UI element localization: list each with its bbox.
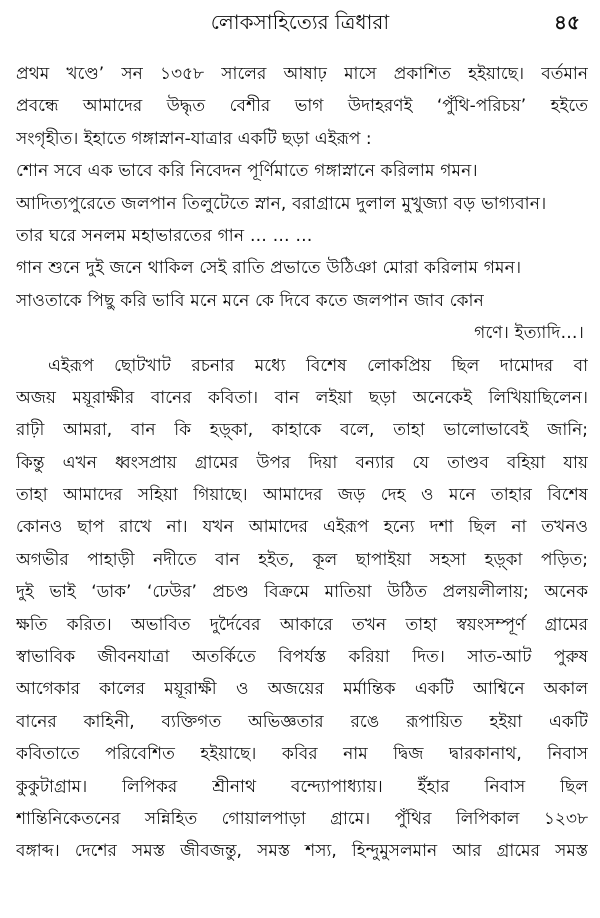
text-line: স্বাভাবিক জীবনযাত্রা অতর্কিতে বিপর্যস্ত করিয়া দিত। সাত-আট পুরুষ: [16, 647, 588, 668]
verse-line: গণে। ইত্যাদি…।: [474, 323, 584, 344]
text-line: তাহা আমাদের সহিয়া গিয়াছে। আমাদের জড় দেহ ও মনে তাহার বিশেষ: [16, 485, 588, 506]
running-header: [0, 6, 600, 40]
text-line: এইরূপ ছোটখাট রচনার মধ্যে বিশেষ লোকপ্রিয় ছিল দামোদর বা: [48, 355, 588, 376]
text-line: দুই ভাই ‘ডাক’ ‘ঢেউর’ প্রচণ্ড বিক্রমে মাতিয়া উঠিত প্রলয়লীলায়; অনেক: [16, 582, 588, 603]
text-line: সংগৃহীত। ইহাতে গঙ্গাস্নান-যাত্রার একটি ছড়া এইরূপ :: [16, 128, 372, 149]
text-line: রাঢ়ী আমরা, বান কি হড়্কা, কাহাকে বলে, তাহা ভালোভাবেই জানি;: [16, 420, 588, 441]
verse-line: তার ঘরে সনলম মহাভারতের গান … … …: [16, 225, 313, 246]
running-title: লোকসাহিত্যের ত্রিধারা: [210, 10, 390, 34]
text-line: প্রথম খণ্ডে’ সন ১৩৫৮ সালের আষাঢ় মাসে প্রকাশিত হইয়াছে। বর্তমান: [16, 64, 588, 84]
text-line: অগভীর পাহাড়ী নদীতে বান হইত, কূল ছাপাইয়া সহসা হড়্কা পড়িত;: [16, 549, 588, 570]
verse-line: গান শুনে দুই জনে থাকিল সেই রাতি প্রভাতে উঠিঞা মোরা করিলাম গমন।: [16, 258, 522, 279]
text-line: কোনও ছাপ রাখে না। যখন আমাদের এইরূপ হন্যে দশা ছিল না তখনও: [16, 517, 588, 538]
text-line: আগেকার কালের ময়ূরাক্ষী ও অজয়ের মর্মান্তিক একটি আশ্বিনে অকাল: [16, 679, 588, 700]
page-number: ৪৫: [554, 10, 580, 34]
text-line: ক্ষতি করিত। অভাবিত দুর্দৈবের আকারে তখন তাহা স্বয়ংসম্পূর্ণ গ্রামের: [16, 614, 588, 635]
body-text: [16, 58, 588, 868]
text-line: কুকুটাগ্রাম। লিপিকর শ্রীনাথ বন্দ্যোপাধ্যায়। ইঁহার নিবাস ছিল: [16, 776, 588, 797]
text-line: বানের কাহিনী, ব্যক্তিগত অভিজ্ঞতার রঙে রূপায়িত হইয়া একটি: [16, 711, 588, 732]
text-line: কিন্তু এখন ধ্বংসপ্রায় গ্রামের উপর দিয়া বন্যার যে তাণ্ডব বহিয়া যায়: [16, 452, 588, 473]
text-line: বঙ্গাব্দ। দেশের সমস্ত জীবজন্তু, সমস্ত শস্য, হিন্দুমুসলমান আর গ্রামের সমস্ত: [16, 841, 588, 862]
text-line: প্রবন্ধে আমাদের উদ্ধৃত বেশীর ভাগ উদাহরণই ‘পুঁথি-পরিচয়’ হইতে: [16, 96, 588, 117]
text-line: কবিতাতে পরিবেশিত হইয়াছে। কবির নাম দ্বিজ দ্বারকানাথ, নিবাস: [16, 744, 588, 765]
text-line: অজয় ময়ূরাক্ষীর বানের কবিতা। বান লইয়া ছড়া অনেকেই লিখিয়াছিলেন।: [16, 387, 588, 408]
verse-line: আদিত্যপুরেতে জলপান তিলুটেতে স্নান, বরাগ্রামে দুলাল মুখুজ্যা বড় ভাগ্যবান।: [16, 193, 547, 214]
verse-line: সাওতাকে পিছু করি ভাবি মনে মনে কে দিবে কতে জলপান জাব কোন: [16, 290, 485, 311]
verse-line: শোন সবে এক ভাবে করি নিবেদন পূর্ণিমাতে গঙ্গাস্নানে করিলাম গমন।: [16, 161, 478, 182]
text-line: শান্তিনিকেতনের সন্নিহিত গোয়ালপাড়া গ্রামে। পুঁথির লিপিকাল ১২৩৮: [16, 808, 588, 829]
